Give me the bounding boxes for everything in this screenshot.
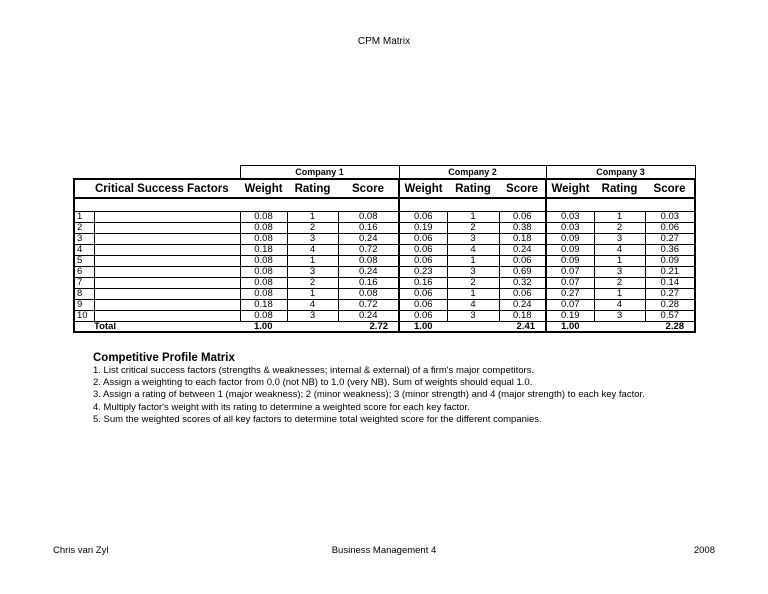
score-cell: 0.69 bbox=[499, 267, 546, 278]
weight-cell: 0.08 bbox=[240, 212, 287, 223]
total-weight: 1.00 bbox=[399, 322, 447, 333]
total-score: 2.28 bbox=[645, 322, 695, 333]
company-2-header: Company 2 bbox=[399, 166, 546, 180]
total-rating bbox=[594, 322, 645, 333]
weight-cell: 0.06 bbox=[399, 234, 447, 245]
weight-cell: 0.06 bbox=[399, 256, 447, 267]
rating-cell: 2 bbox=[447, 223, 499, 234]
rating-cell: 4 bbox=[287, 300, 338, 311]
factor-cell bbox=[94, 223, 240, 234]
score-cell: 0.08 bbox=[338, 289, 399, 300]
weight-cell: 0.08 bbox=[240, 223, 287, 234]
score-header: Score bbox=[338, 179, 399, 198]
company-1-header: Company 1 bbox=[240, 166, 399, 180]
weight-cell: 0.08 bbox=[240, 256, 287, 267]
rating-header: Rating bbox=[594, 179, 645, 198]
weight-cell: 0.06 bbox=[399, 311, 447, 322]
factor-cell bbox=[94, 245, 240, 256]
row-number: 4 bbox=[74, 245, 94, 256]
rating-cell: 4 bbox=[594, 245, 645, 256]
score-header: Score bbox=[499, 179, 546, 198]
weight-cell: 0.09 bbox=[546, 245, 594, 256]
rating-cell: 3 bbox=[594, 234, 645, 245]
row-number: 3 bbox=[74, 234, 94, 245]
weight-cell: 0.23 bbox=[399, 267, 447, 278]
row-number: 9 bbox=[74, 300, 94, 311]
table-row bbox=[74, 256, 695, 267]
rating-cell: 1 bbox=[287, 256, 338, 267]
factor-cell bbox=[94, 311, 240, 322]
footer-year: 2008 bbox=[693, 545, 715, 556]
score-cell: 0.16 bbox=[338, 278, 399, 289]
factor-cell bbox=[94, 256, 240, 267]
score-cell: 0.08 bbox=[338, 212, 399, 223]
rating-header: Rating bbox=[287, 179, 338, 198]
page-title: CPM Matrix bbox=[357, 36, 411, 47]
rating-cell: 3 bbox=[447, 267, 499, 278]
rating-cell: 4 bbox=[447, 245, 499, 256]
table-row bbox=[74, 278, 695, 289]
score-cell: 0.57 bbox=[645, 311, 695, 322]
rating-header: Rating bbox=[447, 179, 499, 198]
footer-course: Business Management 4 bbox=[331, 545, 437, 556]
rating-cell: 1 bbox=[594, 212, 645, 223]
weight-cell: 0.07 bbox=[546, 300, 594, 311]
rating-cell: 1 bbox=[447, 289, 499, 300]
weight-cell: 0.18 bbox=[240, 245, 287, 256]
factor-cell bbox=[94, 234, 240, 245]
score-cell: 0.14 bbox=[645, 278, 695, 289]
rating-cell: 1 bbox=[287, 212, 338, 223]
factor-cell bbox=[94, 278, 240, 289]
score-cell: 0.18 bbox=[499, 234, 546, 245]
rating-cell: 3 bbox=[594, 267, 645, 278]
cpm-instructions bbox=[93, 351, 645, 426]
score-cell: 0.16 bbox=[338, 223, 399, 234]
rating-cell: 2 bbox=[287, 278, 338, 289]
row-number: 5 bbox=[74, 256, 94, 267]
total-score: 2.41 bbox=[499, 322, 546, 333]
score-cell: 0.38 bbox=[499, 223, 546, 234]
weight-cell: 0.16 bbox=[399, 278, 447, 289]
total-row bbox=[74, 322, 695, 333]
total-rating bbox=[287, 322, 338, 333]
weight-cell: 0.18 bbox=[240, 300, 287, 311]
footer-author: Chris van Zyl bbox=[53, 545, 109, 556]
score-cell: 0.21 bbox=[645, 267, 695, 278]
weight-cell: 0.09 bbox=[546, 234, 594, 245]
rating-cell: 4 bbox=[447, 300, 499, 311]
total-weight: 1.00 bbox=[546, 322, 594, 333]
score-cell: 0.09 bbox=[645, 256, 695, 267]
instruction-item: 3. Assign a rating of between 1 (major weakness); 2 (minor weakness); 3 (minor strength) and 4 (major strength) to each key factor. bbox=[93, 389, 645, 401]
score-cell: 0.27 bbox=[645, 289, 695, 300]
rating-cell: 3 bbox=[287, 267, 338, 278]
weight-cell: 0.06 bbox=[399, 300, 447, 311]
weight-header: Weight bbox=[240, 179, 287, 198]
instruction-item: 5. Sum the weighted scores of all key factors to determine total weighted score for the different companies. bbox=[93, 413, 542, 425]
rating-cell: 4 bbox=[287, 245, 338, 256]
rating-cell: 1 bbox=[287, 289, 338, 300]
cpm-matrix-table bbox=[73, 165, 694, 339]
company-3-header: Company 3 bbox=[546, 166, 695, 180]
rating-cell: 2 bbox=[447, 278, 499, 289]
score-cell: 0.24 bbox=[338, 267, 399, 278]
rating-cell: 2 bbox=[594, 223, 645, 234]
weight-cell: 0.09 bbox=[546, 256, 594, 267]
row-number: 6 bbox=[74, 267, 94, 278]
score-cell: 0.24 bbox=[338, 234, 399, 245]
instruction-item: 4. Multiply factor's weight with its rating to determine a weighted score for each key factor. bbox=[93, 401, 470, 413]
rating-cell: 4 bbox=[594, 300, 645, 311]
weight-cell: 0.06 bbox=[399, 245, 447, 256]
rating-cell: 1 bbox=[594, 256, 645, 267]
instruction-item: 1. List critical success factors (strengths & weaknesses; internal & external) of a firm's major competitors. bbox=[93, 365, 535, 376]
table-row bbox=[74, 311, 695, 322]
score-cell: 0.24 bbox=[338, 311, 399, 322]
row-number: 2 bbox=[74, 223, 94, 234]
rating-cell: 1 bbox=[447, 212, 499, 223]
factor-cell bbox=[94, 212, 240, 223]
weight-cell: 0.06 bbox=[399, 212, 447, 223]
weight-cell: 0.08 bbox=[240, 289, 287, 300]
factor-cell bbox=[94, 267, 240, 278]
rating-cell: 3 bbox=[447, 234, 499, 245]
score-header: Score bbox=[645, 179, 695, 198]
score-cell: 0.06 bbox=[499, 289, 546, 300]
rating-cell: 1 bbox=[447, 256, 499, 267]
table-row bbox=[74, 234, 695, 245]
instructions-title: Competitive Profile Matrix bbox=[93, 352, 235, 364]
factor-cell bbox=[94, 300, 240, 311]
score-cell: 0.24 bbox=[499, 245, 546, 256]
weight-cell: 0.03 bbox=[546, 212, 594, 223]
row-number: 8 bbox=[74, 289, 94, 300]
score-cell: 0.72 bbox=[338, 245, 399, 256]
row-number: 1 bbox=[74, 212, 94, 223]
score-cell: 0.18 bbox=[499, 311, 546, 322]
rating-cell: 3 bbox=[287, 311, 338, 322]
table-row bbox=[74, 300, 695, 311]
row-number: 7 bbox=[74, 278, 94, 289]
rating-cell: 2 bbox=[287, 223, 338, 234]
weight-header: Weight bbox=[399, 179, 447, 198]
row-number: 10 bbox=[74, 311, 94, 322]
total-score: 2.72 bbox=[338, 322, 399, 333]
total-weight: 1.00 bbox=[240, 322, 287, 333]
factor-cell bbox=[94, 289, 240, 300]
weight-header: Weight bbox=[546, 179, 594, 198]
score-cell: 0.36 bbox=[645, 245, 695, 256]
score-cell: 0.03 bbox=[645, 212, 695, 223]
csf-header: Critical Success Factors bbox=[74, 179, 240, 198]
table-row bbox=[74, 245, 695, 256]
total-rating bbox=[447, 322, 499, 333]
weight-cell: 0.19 bbox=[399, 223, 447, 234]
total-spacer bbox=[74, 322, 94, 333]
weight-cell: 0.08 bbox=[240, 311, 287, 322]
weight-cell: 0.07 bbox=[546, 278, 594, 289]
score-cell: 0.27 bbox=[645, 234, 695, 245]
weight-cell: 0.03 bbox=[546, 223, 594, 234]
rating-cell: 3 bbox=[447, 311, 499, 322]
score-cell: 0.32 bbox=[499, 278, 546, 289]
weight-cell: 0.08 bbox=[240, 278, 287, 289]
score-cell: 0.28 bbox=[645, 300, 695, 311]
total-label: Total bbox=[94, 322, 240, 333]
score-cell: 0.06 bbox=[645, 223, 695, 234]
rating-cell: 1 bbox=[594, 289, 645, 300]
table-row bbox=[74, 223, 695, 234]
weight-cell: 0.27 bbox=[546, 289, 594, 300]
table-row bbox=[74, 267, 695, 278]
weight-cell: 0.07 bbox=[546, 267, 594, 278]
table-row bbox=[74, 212, 695, 223]
instruction-item: 2. Assign a weighting to each factor from 0.0 (not NB) to 1.0 (very NB). Sum of weights should equal 1.0. bbox=[93, 377, 533, 389]
weight-cell: 0.06 bbox=[399, 289, 447, 300]
score-cell: 0.24 bbox=[499, 300, 546, 311]
score-cell: 0.06 bbox=[499, 256, 546, 267]
rating-cell: 3 bbox=[287, 234, 338, 245]
rating-cell: 3 bbox=[594, 311, 645, 322]
rating-cell: 2 bbox=[594, 278, 645, 289]
weight-cell: 0.08 bbox=[240, 234, 287, 245]
score-cell: 0.72 bbox=[338, 300, 399, 311]
score-cell: 0.06 bbox=[499, 212, 546, 223]
weight-cell: 0.19 bbox=[546, 311, 594, 322]
table-row bbox=[74, 289, 695, 300]
weight-cell: 0.08 bbox=[240, 267, 287, 278]
score-cell: 0.08 bbox=[338, 256, 399, 267]
